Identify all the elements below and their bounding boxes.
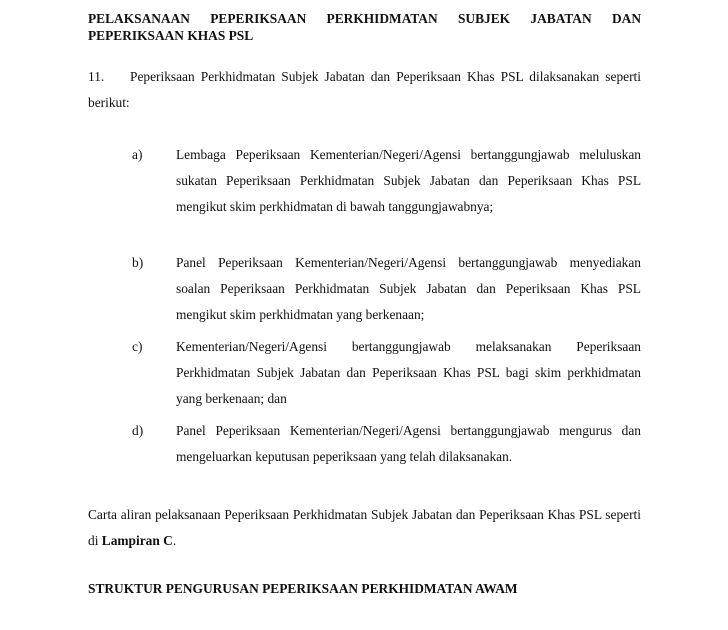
- list-item-text: Lembaga Peperiksaan Kementerian/Negeri/Agensi bertanggungjawab meluluskan sukatan Peperiksaan Perkhidmatan Subjek Jabatan dan Peperiksaan Khas PSL mengikut skim perkhidmatan di bawah tanggungjawabnya;: [176, 147, 641, 214]
- next-section-heading: STRUKTUR PENGURUSAN PEPERIKSAAN PERKHIDMATAN AWAM: [88, 581, 518, 596]
- carta-paragraph: [88, 502, 641, 554]
- list-item-text: Kementerian/Negeri/Agensi bertanggungjawab melaksanakan Peperiksaan Perkhidmatan Subjek Jabatan dan Peperiksaan Khas PSL bagi skim perkhidmatan yang berkenaan; dan: [176, 339, 641, 406]
- section-heading: [88, 10, 641, 44]
- section-heading-line1: PELAKSANAAN PEPERIKSAAN PERKHIDMATAN SUBJEK JABATAN DAN: [88, 11, 641, 26]
- list-item-text: Panel Peperiksaan Kementerian/Negeri/Agensi bertanggungjawab mengurus dan mengeluarkan keputusan peperiksaan yang telah dilaksanakan.: [176, 423, 641, 464]
- list-item: [132, 250, 641, 328]
- paragraph-11-text: Peperiksaan Perkhidmatan Subjek Jabatan dan Peperiksaan Khas PSL dilaksanakan seperti berikut:: [88, 69, 641, 110]
- list-item-marker: c): [132, 339, 143, 354]
- list-item-marker: d): [132, 423, 144, 438]
- paragraph-11: [88, 64, 641, 116]
- carta-text-end: .: [172, 533, 177, 548]
- list-item-text: Panel Peperiksaan Kementerian/Negeri/Agensi bertanggungjawab menyediakan soalan Peperiksaan Perkhidmatan Subjek Jabatan dan Peperiksaan Khas PSL mengikut skim perkhidmatan yang berkenaan;: [176, 255, 641, 322]
- list-item: [132, 334, 641, 412]
- lampiran-reference: Lampiran C: [101, 533, 173, 548]
- list-item-marker: a): [132, 147, 143, 162]
- list-item: [132, 142, 641, 220]
- list-item: [132, 418, 641, 470]
- paragraph-number: 11.: [88, 69, 105, 84]
- list-item-marker: b): [132, 255, 144, 270]
- carta-text: Carta aliran pelaksanaan Peperiksaan Perkhidmatan Subjek Jabatan dan Peperiksaan Khas PSL seperti di: [88, 507, 641, 548]
- section-heading-line2: PEPERIKSAAN KHAS PSL: [88, 28, 254, 43]
